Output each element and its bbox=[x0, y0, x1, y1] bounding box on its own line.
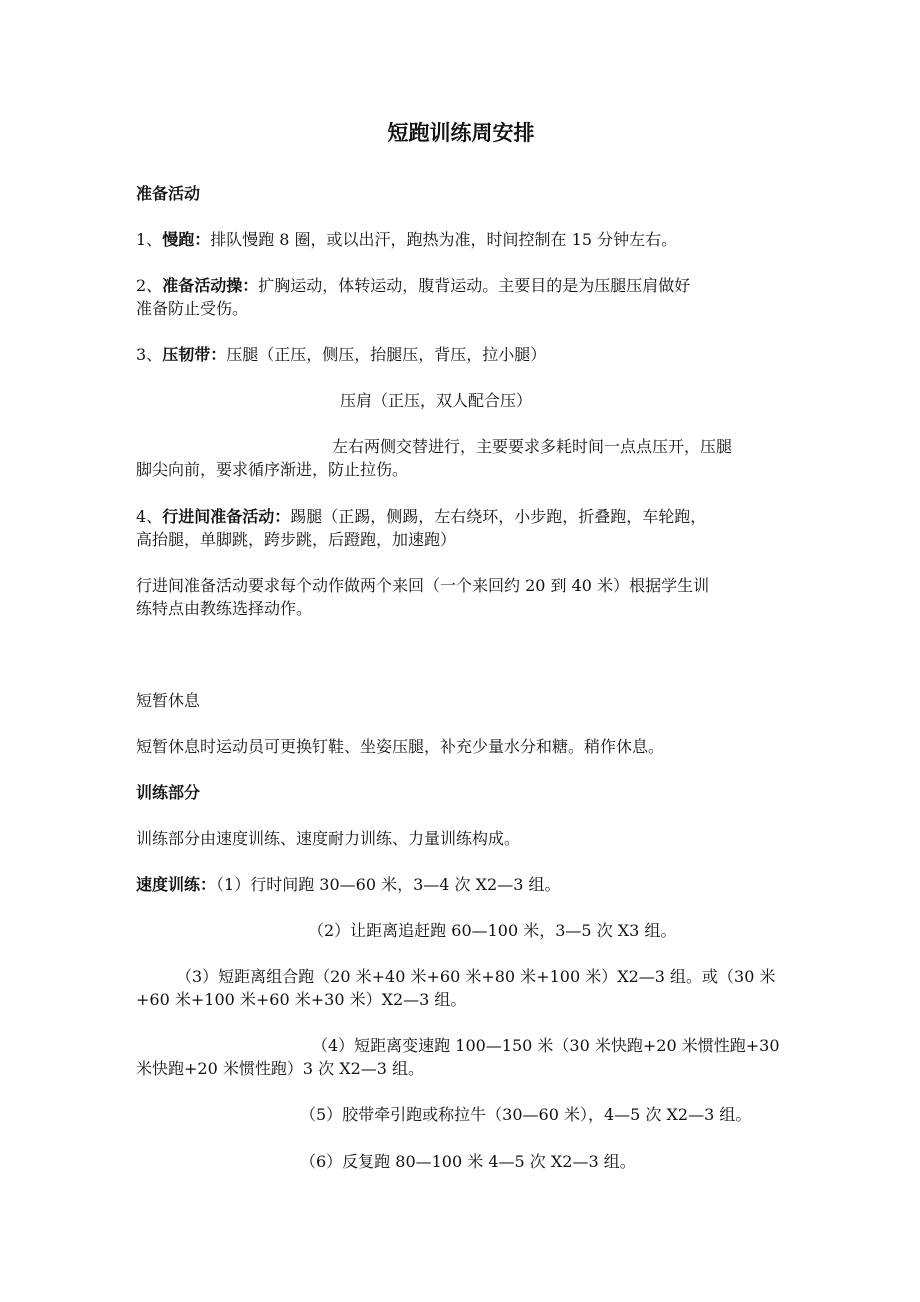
item-text: 压腿（正压，侧压，抬腿压，背压，拉小腿） bbox=[226, 345, 547, 364]
item-text: 踢腿（正踢，侧踢，左右绕环，小步跑，折叠跑，车轮跑， bbox=[290, 507, 707, 526]
item-number: 4、 bbox=[136, 507, 163, 526]
warmup-item-3-note: 左右两侧交替进行，主要要求多耗时间一点点压开，压腿 bbox=[332, 437, 733, 456]
warmup-item-2 bbox=[136, 274, 690, 298]
speed-training-item-4: （4）短距离变速跑 100—150 米（30 米快跑+20 米惯性跑+30 bbox=[312, 1036, 780, 1055]
warmup-item-4 bbox=[136, 505, 706, 529]
item-label: 准备活动操： bbox=[162, 276, 259, 295]
warmup-item-1 bbox=[136, 228, 677, 252]
warmup-item-2-continued: 准备防止受伤。 bbox=[136, 299, 249, 318]
warmup-item-3-note-continued: 脚尖向前，要求循序渐进，防止拉伤。 bbox=[136, 460, 409, 479]
speed-training-item-6: （6）反复跑 80—100 米 4—5 次 X2—3 组。 bbox=[300, 1152, 636, 1171]
document-title: 短跑训练周安排 bbox=[387, 121, 535, 145]
item-label: 慢跑： bbox=[162, 230, 211, 249]
speed-training-item-4-continued: 米快跑+20 米惯性跑）3 次 X2—3 组。 bbox=[136, 1059, 425, 1078]
warmup-requirement: 行进间准备活动要求每个动作做两个来回（一个来回约 20 到 40 米）根据学生训 bbox=[136, 576, 710, 595]
training-intro: 训练部分由速度训练、速度耐力训练、力量训练构成。 bbox=[136, 829, 521, 848]
item-number: 3、 bbox=[136, 345, 163, 364]
speed-training-item-1 bbox=[136, 873, 560, 897]
warmup-item-3-shoulder: 压肩（正压，双人配合压） bbox=[340, 391, 533, 410]
speed-training-item-3-continued: +60 米+100 米+60 米+30 米）X2—3 组。 bbox=[136, 990, 467, 1009]
section-heading-warmup: 准备活动 bbox=[136, 184, 201, 203]
item-number: 1、 bbox=[136, 230, 163, 249]
speed-training-item-5: （5）胶带牵引跑或称拉牛（30—60 米），4—5 次 X2—3 组。 bbox=[300, 1105, 752, 1124]
item-label: 行进间准备活动： bbox=[162, 507, 291, 526]
warmup-item-3 bbox=[136, 343, 546, 367]
item-text: 扩胸运动，体转运动，腹背运动。主要目的是为压腿压肩做好 bbox=[258, 276, 691, 295]
item-number: 2、 bbox=[136, 276, 163, 295]
rest-text: 短暂休息时运动员可更换钉鞋、坐姿压腿，补充少量水分和糖。稍作休息。 bbox=[136, 737, 665, 756]
item-label: 压韧带： bbox=[162, 345, 227, 364]
section-heading-training: 训练部分 bbox=[136, 783, 201, 802]
warmup-requirement-continued: 练特点由教练选择动作。 bbox=[136, 599, 313, 618]
speed-training-label: 速度训练： bbox=[136, 875, 217, 894]
speed-training-item-3: （3）短距离组合跑（20 米+40 米+60 米+80 米+100 米）X2—3 组。或（30 米 bbox=[176, 967, 776, 986]
warmup-item-4-continued: 高抬腿，单脚跳，跨步跳，后蹬跑，加速跑） bbox=[136, 530, 457, 549]
item-text: （1）行时间跑 30—60 米，3—4 次 X2—3 组。 bbox=[216, 875, 561, 894]
section-heading-rest: 短暂休息 bbox=[136, 691, 201, 710]
item-text: 排队慢跑 8 圈，或以出汗，跑热为准，时间控制在 15 分钟左右。 bbox=[210, 230, 678, 249]
speed-training-item-2: （2）让距离追赶跑 60—100 米，3—5 次 X3 组。 bbox=[308, 921, 677, 940]
